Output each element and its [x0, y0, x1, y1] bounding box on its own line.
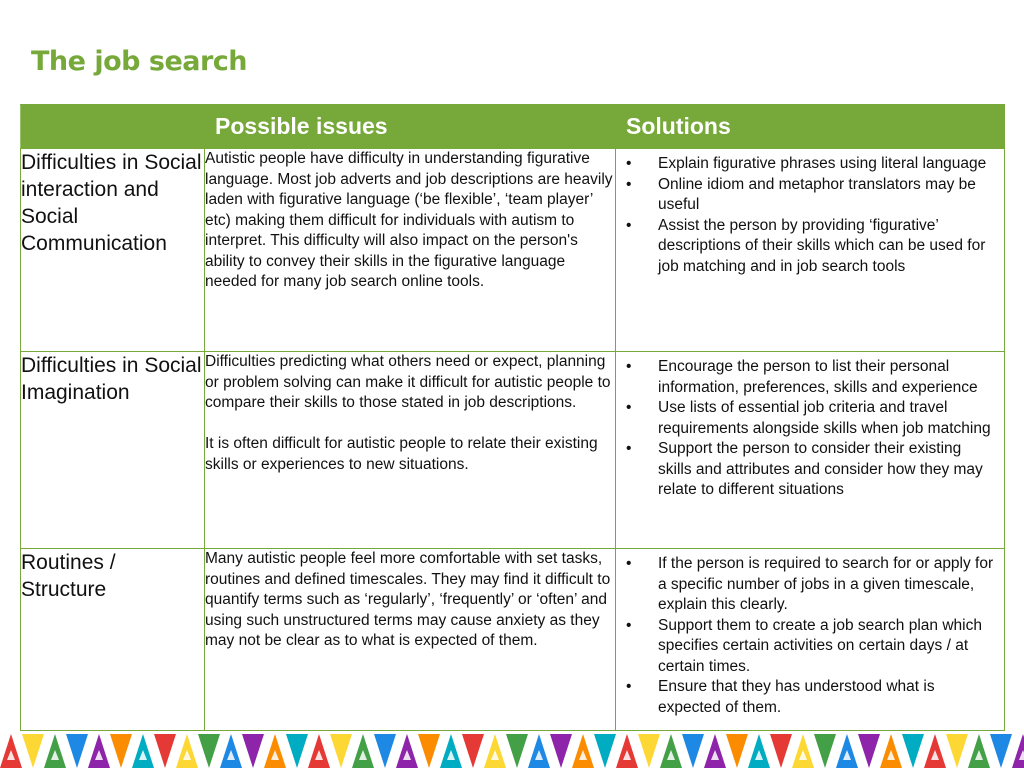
solution-item	[616, 398, 996, 439]
footer-triangle	[242, 734, 264, 768]
issue-text: Many autistic people feel more comfortable with set tasks, routines and defined timescales. They may find it difficult to quantify terms such as ‘regularly’, ‘frequently’ or ‘often’ and using such unstructured terms may cause anxiety as they may not be clear as to what is expected of them.	[205, 550, 611, 649]
bullet-icon: •	[626, 358, 632, 375]
solution-text: Assist the person by providing ‘figurative’ descriptions of their skills which can be used for job matching and in job search tools	[658, 216, 986, 275]
footer-triangle	[594, 734, 616, 768]
solution-item	[616, 554, 996, 616]
bullet-icon: •	[626, 399, 632, 416]
bullet-icon: •	[626, 175, 632, 193]
issues-cell	[205, 149, 616, 352]
solutions-cell	[616, 549, 1005, 731]
solution-text: Explain figurative phrases using literal language	[658, 155, 987, 172]
footer-triangle	[462, 734, 484, 768]
solution-text: Use lists of essential job criteria and travel requirements alongside skills when job matching	[658, 399, 991, 437]
decorative-footer-banner	[0, 730, 1024, 768]
footer-triangle	[66, 734, 88, 768]
area-cell: Difficulties in Social interaction and Social Communication	[21, 149, 205, 352]
solution-item	[616, 216, 996, 278]
solution-text: If the person is required to search for or apply for a specific number of jobs in a given timescale, explain this clearly.	[658, 555, 994, 613]
footer-triangle	[990, 734, 1012, 768]
footer-triangle	[506, 734, 528, 768]
bullet-icon: •	[626, 155, 632, 172]
footer-triangle	[550, 734, 572, 768]
footer-triangle	[682, 734, 704, 768]
solution-item	[616, 154, 996, 175]
area-cell: Difficulties in Social Imagination	[21, 352, 205, 549]
area-cell: Routines / Structure	[21, 549, 205, 731]
solution-item	[616, 677, 996, 718]
solution-item	[616, 357, 996, 398]
solutions-list	[616, 352, 1004, 501]
header-solutions: Solutions	[616, 105, 1005, 149]
footer-triangle	[814, 734, 836, 768]
footer-triangle	[110, 734, 132, 768]
footer-triangle	[770, 734, 792, 768]
footer-triangle	[154, 734, 176, 768]
solution-text: Online idiom and metaphor translators may be useful	[658, 175, 976, 213]
header-area	[21, 105, 205, 149]
header-possible-issues: Possible issues	[205, 105, 616, 149]
solutions-list	[616, 149, 1004, 277]
footer-triangle	[902, 734, 924, 768]
solution-text: Ensure that they has understood what is expected of them.	[658, 678, 935, 716]
footer-triangle	[418, 734, 440, 768]
solution-item	[616, 616, 996, 678]
footer-triangle	[726, 734, 748, 768]
footer-triangle	[638, 734, 660, 768]
footer-triangle	[198, 734, 220, 768]
issues-solutions-table	[20, 104, 1005, 731]
solution-text: Encourage the person to list their personal information, preferences, skills and experience	[658, 358, 978, 396]
issue-text: It is often difficult for autistic people to relate their existing skills or experiences to new situations.	[205, 435, 598, 473]
bullet-icon: •	[626, 216, 632, 234]
footer-triangle	[1012, 734, 1024, 768]
bullet-icon: •	[626, 678, 632, 695]
issues-cell	[205, 352, 616, 549]
bullet-icon: •	[626, 440, 632, 457]
footer-triangle	[858, 734, 880, 768]
issues-cell	[205, 549, 616, 731]
solution-text: Support them to create a job search plan which specifies certain activities on certain days / at certain times.	[658, 616, 982, 675]
footer-triangle	[330, 734, 352, 768]
issue-text: Autistic people have difficulty in understanding figurative language. Most job adverts and job descriptions are heavily laden with figurative language (‘be flexible’, ‘team player’ etc) making them difficult for individuals with autism to interpret. This difficulty will also impact on the person's ability to convey their skills in the figurative language needed for many job search online tools.	[205, 150, 613, 290]
footer-triangle	[286, 734, 308, 768]
table-header-row	[21, 105, 1005, 149]
table-row	[21, 149, 1005, 352]
footer-triangle	[374, 734, 396, 768]
solution-text: Support the person to consider their existing skills and attributes and consider how they may relate to different situations	[658, 440, 983, 498]
footer-triangle	[22, 734, 44, 768]
solution-item	[616, 439, 996, 501]
slide-title: The job search	[31, 46, 248, 77]
solutions-cell	[616, 352, 1005, 549]
colorful-triangle-pattern	[0, 730, 1024, 768]
solutions-cell	[616, 149, 1005, 352]
table-row	[21, 549, 1005, 731]
footer-triangle	[946, 734, 968, 768]
bullet-icon: •	[626, 616, 632, 634]
bullet-icon: •	[626, 555, 632, 572]
table-row	[21, 352, 1005, 549]
solution-item	[616, 175, 996, 216]
solutions-list	[616, 549, 1004, 718]
issue-text: Difficulties predicting what others need or expect, planning or problem solving can make it difficult for autistic people to compare their skills to those stated in job descriptions.	[205, 353, 611, 411]
